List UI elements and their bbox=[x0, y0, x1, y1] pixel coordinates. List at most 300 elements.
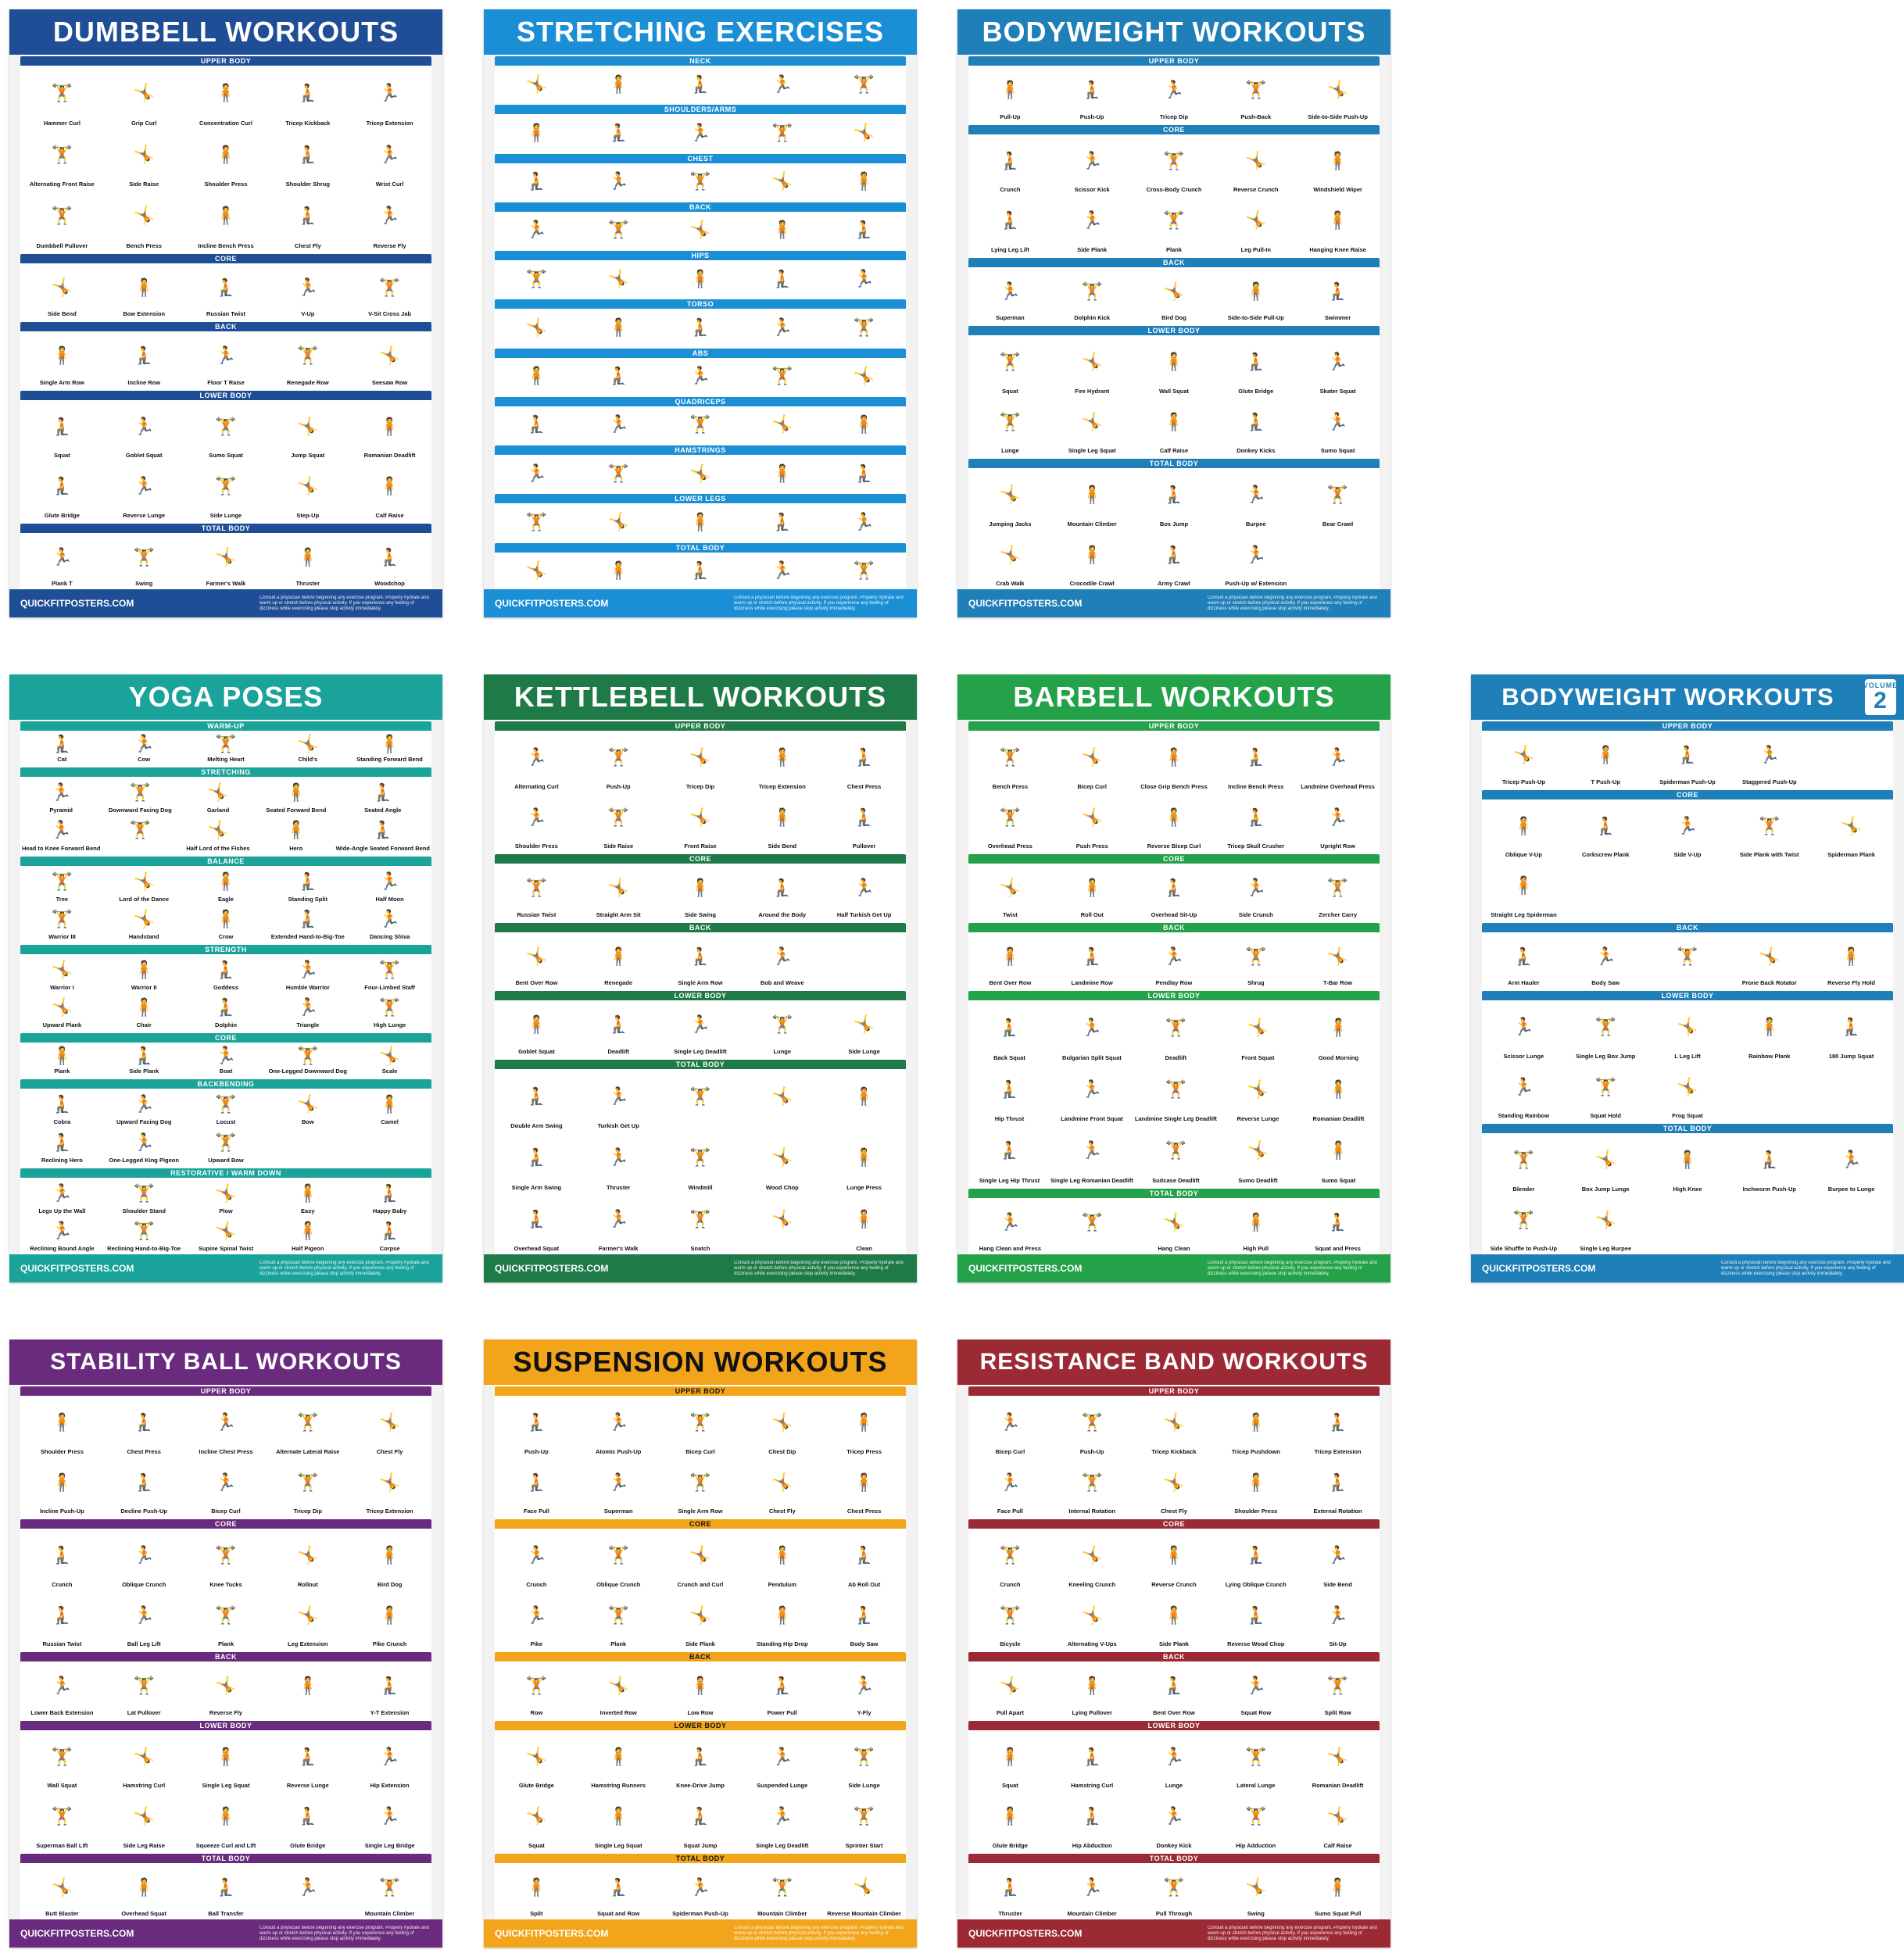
exercise-figure-icon: 🏃 bbox=[1245, 485, 1267, 505]
exercise-label: Hamstring Runners bbox=[591, 1782, 646, 1789]
exercise-figure-icon: 🏋 bbox=[689, 1412, 711, 1433]
exercise-figure-icon: 🤸 bbox=[771, 171, 793, 191]
exercise-label: Single Arm Swing bbox=[511, 1183, 562, 1191]
exercise-grid bbox=[495, 260, 906, 295]
exercise-grid bbox=[20, 331, 431, 387]
workout-section bbox=[968, 1854, 1380, 1919]
exercise-figure-icon: 🏃 bbox=[1081, 210, 1103, 231]
exercise-figure-icon: 🤸 bbox=[525, 1746, 548, 1766]
exercise-card bbox=[824, 1458, 904, 1516]
exercise-figure-icon: 🧎 bbox=[378, 1676, 401, 1696]
exercise-card bbox=[1215, 397, 1296, 456]
exercise-label: Pull-Up bbox=[1000, 113, 1021, 120]
exercise-card bbox=[1297, 865, 1378, 919]
exercise-card bbox=[22, 402, 102, 460]
exercise-card bbox=[660, 67, 741, 101]
exercise-card bbox=[970, 1791, 1050, 1850]
exercise-card bbox=[742, 67, 822, 101]
exercise-card bbox=[267, 129, 348, 189]
exercise-card bbox=[104, 1530, 184, 1589]
exercise-figure-icon: 🤸 bbox=[51, 959, 73, 979]
exercise-card bbox=[186, 190, 267, 250]
exercise-card bbox=[186, 1090, 267, 1126]
exercise-label: Front Raise bbox=[684, 842, 717, 850]
exercise-card bbox=[578, 1193, 659, 1254]
exercise-label: Squat and Press bbox=[1315, 1245, 1361, 1252]
poster bbox=[9, 9, 442, 617]
exercise-grid bbox=[20, 777, 431, 852]
exercise-card bbox=[578, 934, 659, 988]
exercise-card bbox=[496, 1193, 577, 1254]
exercise-card bbox=[186, 732, 267, 764]
volume-number: 2 bbox=[1874, 687, 1888, 714]
exercise-card bbox=[104, 867, 184, 903]
exercise-label: Camel bbox=[381, 1118, 399, 1126]
exercise-card bbox=[186, 867, 267, 903]
exercise-card bbox=[104, 1732, 184, 1790]
exercise-card bbox=[1648, 1135, 1728, 1193]
exercise-card bbox=[578, 359, 659, 393]
exercise-label: Lunge Press bbox=[846, 1183, 882, 1191]
exercise-figure-icon: 🤸 bbox=[853, 122, 875, 142]
exercise-card bbox=[186, 1663, 267, 1717]
exercise-figure-icon: 🏋 bbox=[215, 734, 237, 754]
exercise-card bbox=[660, 792, 741, 851]
section-title: UPPER BODY bbox=[495, 721, 906, 731]
exercise-figure-icon: 🏃 bbox=[607, 414, 629, 435]
exercise-figure-icon: 🏋 bbox=[133, 546, 155, 567]
exercise-figure-icon: 🏋 bbox=[853, 1806, 875, 1826]
exercise-label: Y-Fly bbox=[857, 1708, 871, 1716]
workout-section bbox=[495, 543, 906, 588]
exercise-card bbox=[660, 359, 741, 393]
exercise-figure-icon: 🤸 bbox=[133, 144, 155, 164]
exercise-label: Four-Limbed Staff bbox=[364, 983, 415, 991]
exercise-card bbox=[660, 1791, 741, 1850]
section-title: CORE bbox=[20, 1519, 431, 1529]
exercise-figure-icon: 🧎 bbox=[853, 463, 875, 483]
exercise-figure-icon: 🤸 bbox=[207, 820, 229, 840]
workout-section bbox=[968, 459, 1380, 588]
exercise-label: L Leg Lift bbox=[1674, 1052, 1701, 1060]
exercise-figure-icon: 🧍 bbox=[607, 560, 629, 581]
exercise-label: Bulgarian Split Squat bbox=[1062, 1053, 1122, 1061]
poster-title-text: STABILITY BALL WORKOUTS bbox=[50, 1349, 402, 1375]
workout-section bbox=[968, 854, 1380, 919]
exercise-label: Body Saw bbox=[1591, 979, 1620, 986]
footer-website: QUICKFITPOSTERS.COM bbox=[20, 1928, 134, 1939]
exercise-figure-icon: 🧍 bbox=[1163, 747, 1185, 767]
exercise-card bbox=[1483, 1062, 1564, 1121]
exercise-card bbox=[1135, 1064, 1217, 1124]
exercise-card bbox=[1050, 1125, 1133, 1185]
exercise-card bbox=[970, 1125, 1049, 1185]
exercise-label: Scale bbox=[381, 1068, 398, 1075]
exercise-figure-icon: 🧎 bbox=[215, 1876, 237, 1897]
exercise-figure-icon: 🧍 bbox=[215, 1806, 237, 1826]
exercise-figure-icon: 🧎 bbox=[1081, 1806, 1103, 1826]
exercise-card bbox=[349, 402, 430, 460]
exercise-card bbox=[1297, 1590, 1378, 1649]
exercise-label: Alternating Front Raise bbox=[29, 181, 95, 188]
exercise-grid bbox=[495, 503, 906, 538]
exercise-grid bbox=[495, 406, 906, 442]
workout-section bbox=[495, 1060, 906, 1254]
exercise-card bbox=[496, 865, 577, 919]
exercise-figure-icon: 🧎 bbox=[51, 476, 73, 496]
exercise-figure-icon: 🧍 bbox=[1163, 1545, 1185, 1565]
exercise-card bbox=[1215, 1865, 1296, 1919]
exercise-label: V-Up bbox=[301, 310, 315, 317]
exercise-card bbox=[824, 1732, 904, 1790]
exercise-label: Tricep Pushdown bbox=[1231, 1447, 1280, 1455]
exercise-label: Side Plank bbox=[1077, 245, 1108, 253]
exercise-figure-icon: 🧍 bbox=[1081, 485, 1103, 505]
exercise-label: Deadlift bbox=[607, 1047, 629, 1055]
exercise-label: Lat Pullover bbox=[127, 1708, 161, 1716]
exercise-card bbox=[102, 778, 178, 814]
exercise-figure-icon: 🧎 bbox=[1081, 946, 1103, 966]
exercise-card bbox=[267, 1865, 348, 1919]
section-title: CHEST bbox=[495, 154, 906, 163]
exercise-figure-icon: 🏃 bbox=[1081, 150, 1103, 170]
exercise-card bbox=[496, 1002, 577, 1056]
exercise-label: Hamstring Curl bbox=[1071, 1782, 1114, 1789]
exercise-label: Knee Tucks bbox=[209, 1580, 242, 1588]
exercise-label: Reverse Fly bbox=[373, 241, 406, 249]
exercise-label: Bench Press bbox=[126, 241, 162, 249]
exercise-card bbox=[1297, 1732, 1378, 1790]
exercise-figure-icon: 🏋 bbox=[297, 1412, 319, 1433]
exercise-figure-icon: 🤸 bbox=[133, 908, 155, 928]
exercise-label: Reverse Crunch bbox=[1233, 186, 1279, 193]
exercise-card bbox=[267, 993, 348, 1029]
exercise-label: Cross-Body Crunch bbox=[1146, 186, 1202, 193]
exercise-card bbox=[578, 1458, 659, 1516]
exercise-card bbox=[267, 1530, 348, 1589]
exercise-card bbox=[1297, 1530, 1378, 1589]
exercise-figure-icon: 🧍 bbox=[215, 871, 237, 891]
exercise-label: Turkish Get Up bbox=[597, 1122, 639, 1129]
exercise-figure-icon: 🤸 bbox=[771, 1412, 793, 1433]
exercise-label: Hip Adduction bbox=[1236, 1841, 1276, 1849]
exercise-card bbox=[496, 732, 577, 791]
exercise-figure-icon: 🧎 bbox=[1677, 745, 1698, 765]
exercise-figure-icon: 🏋 bbox=[129, 782, 151, 803]
exercise-figure-icon: 🏃 bbox=[607, 1086, 629, 1106]
exercise-figure-icon: 🧎 bbox=[1326, 1472, 1349, 1492]
exercise-card bbox=[578, 1590, 659, 1649]
exercise-label: Upward Facing Dog bbox=[116, 1118, 172, 1126]
exercise-label: Hip Abduction bbox=[1072, 1841, 1112, 1849]
exercise-card bbox=[660, 1590, 741, 1649]
exercise-card bbox=[22, 1090, 102, 1126]
exercise-label: Chest Press bbox=[846, 782, 882, 790]
section-title: WARM-UP bbox=[20, 721, 431, 731]
exercise-figure-icon: 🤸 bbox=[1081, 352, 1103, 372]
exercise-figure-icon: 🏋 bbox=[1245, 80, 1267, 100]
exercise-label: Eagle bbox=[217, 895, 234, 903]
exercise-grid bbox=[495, 66, 906, 101]
workout-section bbox=[968, 1721, 1380, 1850]
exercise-card bbox=[1297, 1663, 1378, 1717]
exercise-card bbox=[1215, 67, 1296, 121]
exercise-label: Crunch and Curl bbox=[677, 1580, 724, 1588]
exercise-card bbox=[349, 1732, 430, 1790]
exercise-label: Upward Bow bbox=[208, 1156, 244, 1164]
exercise-card bbox=[742, 1397, 822, 1456]
exercise-figure-icon: 🏋 bbox=[133, 1676, 155, 1696]
section-title: LOWER BODY bbox=[968, 1721, 1380, 1730]
exercise-card bbox=[22, 1397, 102, 1456]
exercise-figure-icon: 🧍 bbox=[1245, 1211, 1267, 1232]
exercise-card bbox=[186, 1791, 267, 1850]
exercise-label: Tricep Push-Up bbox=[1501, 778, 1545, 785]
exercise-figure-icon: 🏃 bbox=[1081, 1018, 1103, 1038]
exercise-grid bbox=[495, 1863, 906, 1919]
workout-section bbox=[495, 1721, 906, 1850]
exercise-figure-icon: 🏋 bbox=[215, 416, 237, 436]
exercise-card bbox=[267, 867, 348, 903]
exercise-label: Glute Bridge bbox=[1238, 387, 1274, 395]
exercise-label: Tricep Kickback bbox=[1151, 1447, 1197, 1455]
exercise-label: Hero bbox=[289, 844, 303, 852]
exercise-card bbox=[660, 1002, 741, 1056]
exercise-figure-icon: 🤸 bbox=[1163, 1472, 1185, 1492]
volume-badge bbox=[1863, 679, 1899, 715]
exercise-figure-icon: 🏃 bbox=[378, 1806, 401, 1826]
exercise-figure-icon: 🧍 bbox=[215, 206, 237, 226]
exercise-figure-icon: 🤸 bbox=[215, 1220, 237, 1240]
exercise-card bbox=[1215, 530, 1296, 588]
exercise-figure-icon: 🏃 bbox=[607, 1208, 629, 1229]
poster-title bbox=[957, 1340, 1390, 1385]
exercise-card bbox=[1297, 269, 1378, 323]
exercise-label: Rainbow Plank bbox=[1748, 1052, 1791, 1060]
exercise-card bbox=[1483, 860, 1564, 919]
exercise-card bbox=[1811, 934, 1891, 988]
exercise-figure-icon: 🧍 bbox=[285, 820, 307, 840]
exercise-card bbox=[267, 1090, 348, 1126]
exercise-label: Calf Raise bbox=[1159, 447, 1189, 454]
exercise-label: Pendulum bbox=[768, 1580, 796, 1588]
exercise-figure-icon: 🧍 bbox=[1759, 1017, 1781, 1037]
exercise-card bbox=[22, 816, 100, 852]
exercise-figure-icon: 🏋 bbox=[51, 1806, 73, 1826]
exercise-figure-icon: 🧎 bbox=[525, 1208, 548, 1229]
exercise-card bbox=[496, 1590, 577, 1649]
exercise-figure-icon: 🧍 bbox=[51, 345, 73, 366]
exercise-label: Incline Push-Up bbox=[40, 1508, 84, 1515]
exercise-label: Sprinter Start bbox=[845, 1841, 883, 1849]
exercise-card bbox=[970, 934, 1050, 988]
exercise-figure-icon: 🤸 bbox=[689, 1604, 711, 1625]
exercise-figure-icon: 🧎 bbox=[51, 1094, 73, 1114]
exercise-label: Swing bbox=[135, 580, 153, 587]
exercise-label: Deadlift bbox=[1165, 1053, 1187, 1061]
exercise-figure-icon: 🧍 bbox=[999, 946, 1022, 966]
exercise-label: Squat bbox=[1001, 1782, 1018, 1789]
exercise-card bbox=[970, 1200, 1050, 1254]
exercise-figure-icon: 🧍 bbox=[215, 144, 237, 164]
exercise-figure-icon: 🤸 bbox=[1840, 815, 1863, 835]
exercise-card bbox=[742, 1732, 822, 1790]
exercise-card bbox=[22, 1791, 102, 1850]
exercise-card bbox=[186, 905, 267, 941]
exercise-figure-icon: 🏋 bbox=[525, 512, 548, 532]
exercise-label: Bicycle bbox=[1000, 1640, 1021, 1647]
exercise-grid bbox=[968, 134, 1380, 254]
workout-section bbox=[495, 202, 906, 247]
exercise-figure-icon: 🏃 bbox=[133, 1132, 155, 1152]
exercise-card bbox=[1052, 1590, 1133, 1649]
exercise-label: Twist bbox=[1003, 910, 1018, 918]
exercise-label: Prone Back Rotator bbox=[1741, 979, 1797, 986]
exercise-figure-icon: 🧍 bbox=[215, 1746, 237, 1766]
exercise-label: Tricep Dip bbox=[1159, 113, 1189, 120]
section-title: TOTAL BODY bbox=[495, 1060, 906, 1069]
exercise-label: Glute Bridge bbox=[518, 1782, 554, 1789]
exercise-card bbox=[349, 993, 430, 1029]
poster-footer bbox=[957, 1919, 1390, 1948]
exercise-label: Easy bbox=[301, 1207, 315, 1214]
exercise-label: Squat bbox=[528, 1841, 545, 1849]
workout-section bbox=[20, 721, 431, 764]
exercise-label: V-Sit Cross Jab bbox=[368, 310, 412, 317]
exercise-label: Ball Transfer bbox=[208, 1910, 244, 1917]
exercise-card bbox=[742, 262, 822, 295]
exercise-figure-icon: 🤸 bbox=[207, 782, 229, 803]
exercise-card bbox=[824, 165, 904, 199]
exercise-figure-icon: 🧍 bbox=[1245, 1472, 1267, 1492]
exercise-card bbox=[1135, 1002, 1217, 1062]
exercise-figure-icon: 🤸 bbox=[771, 1147, 793, 1168]
exercise-figure-icon: 🧎 bbox=[1759, 1150, 1781, 1170]
exercise-figure-icon: 🧎 bbox=[525, 414, 548, 435]
exercise-figure-icon: 🧎 bbox=[51, 416, 73, 436]
exercise-card bbox=[1297, 792, 1378, 851]
exercise-grid bbox=[968, 1661, 1380, 1717]
exercise-grid bbox=[968, 731, 1380, 850]
exercise-figure-icon: 🏋 bbox=[297, 1046, 319, 1066]
exercise-label: Standing Forward Bend bbox=[356, 756, 423, 764]
exercise-figure-icon: 🏃 bbox=[853, 512, 875, 532]
exercise-figure-icon: 🧍 bbox=[853, 1086, 875, 1106]
poster-title bbox=[484, 9, 917, 55]
exercise-card bbox=[22, 993, 102, 1029]
exercise-label: Swimmer bbox=[1324, 314, 1351, 321]
exercise-figure-icon: 🏃 bbox=[689, 1876, 711, 1897]
exercise-card bbox=[970, 1865, 1050, 1919]
exercise-figure-icon: 🤸 bbox=[999, 485, 1022, 505]
exercise-label: Handstand bbox=[128, 932, 159, 940]
exercise-label: Pike bbox=[530, 1640, 543, 1647]
exercise-figure-icon: 🤸 bbox=[999, 878, 1022, 898]
exercise-figure-icon: 🤸 bbox=[771, 1472, 793, 1492]
exercise-figure-icon: 🏋 bbox=[1081, 1211, 1103, 1232]
exercise-figure-icon: 🏃 bbox=[51, 1676, 73, 1696]
exercise-figure-icon: 🧎 bbox=[297, 908, 319, 928]
exercise-figure-icon: 🏃 bbox=[51, 546, 73, 567]
exercise-card bbox=[267, 1217, 348, 1253]
exercise-label: Head to Knee Forward Bend bbox=[22, 844, 101, 852]
exercise-figure-icon: 🤸 bbox=[1326, 1746, 1349, 1766]
exercise-figure-icon: 🏃 bbox=[50, 820, 72, 840]
exercise-label: Side V-Up bbox=[1673, 851, 1702, 858]
poster-body bbox=[968, 1385, 1380, 1919]
exercise-label: Squat Hold bbox=[1590, 1112, 1621, 1119]
workout-section bbox=[495, 299, 906, 344]
exercise-label: Humble Warrior bbox=[285, 983, 330, 991]
exercise-figure-icon: 🏋 bbox=[215, 1604, 237, 1625]
exercise-figure-icon: 🧎 bbox=[1245, 352, 1267, 372]
section-title: CORE bbox=[495, 1519, 906, 1529]
exercise-grid bbox=[968, 267, 1380, 323]
exercise-figure-icon: 🤸 bbox=[378, 1472, 401, 1492]
exercise-figure-icon: 🤸 bbox=[1081, 747, 1103, 767]
exercise-figure-icon: 🏋 bbox=[1165, 1078, 1187, 1099]
exercise-figure-icon: 🏃 bbox=[607, 1147, 629, 1168]
exercise-figure-icon: 🧎 bbox=[297, 1806, 319, 1826]
exercise-card bbox=[1052, 1732, 1133, 1790]
exercise-label: Body Saw bbox=[850, 1640, 879, 1647]
exercise-card bbox=[1648, 934, 1728, 988]
exercise-card bbox=[824, 1397, 904, 1456]
exercise-card bbox=[970, 792, 1050, 851]
exercise-label: Wood Chop bbox=[765, 1183, 799, 1191]
exercise-card bbox=[180, 778, 256, 814]
exercise-card bbox=[1134, 1530, 1215, 1589]
exercise-label: Push-Back bbox=[1240, 113, 1272, 120]
exercise-figure-icon: 🧎 bbox=[297, 206, 319, 226]
exercise-card bbox=[970, 1663, 1050, 1717]
exercise-label: Tricep Skull Crusher bbox=[1227, 842, 1285, 850]
exercise-card bbox=[824, 1865, 904, 1919]
exercise-figure-icon: 🏋 bbox=[378, 1876, 401, 1897]
exercise-figure-icon: 🏃 bbox=[51, 1220, 73, 1240]
exercise-label: Landmine Row bbox=[1071, 979, 1113, 986]
exercise-label: Double Arm Swing bbox=[510, 1122, 563, 1129]
exercise-figure-icon: 🏃 bbox=[689, 122, 711, 142]
exercise-figure-icon: 🏃 bbox=[1326, 411, 1349, 431]
exercise-figure-icon: 🏋 bbox=[215, 1094, 237, 1114]
exercise-card bbox=[742, 456, 822, 490]
exercise-card bbox=[824, 732, 904, 791]
exercise-card bbox=[1215, 1530, 1296, 1589]
exercise-figure-icon: 🧍 bbox=[51, 1046, 73, 1066]
exercise-figure-icon: 🏃 bbox=[133, 734, 155, 754]
section-title: BACK bbox=[968, 1652, 1380, 1661]
footer-website: QUICKFITPOSTERS.COM bbox=[968, 598, 1083, 609]
exercise-grid bbox=[968, 1198, 1380, 1254]
exercise-grid bbox=[20, 731, 431, 764]
poster-footer bbox=[1471, 1254, 1904, 1282]
exercise-figure-icon: 🧍 bbox=[853, 414, 875, 435]
exercise-card bbox=[22, 535, 102, 588]
exercise-label: Side Plank bbox=[685, 1640, 715, 1647]
exercise-card bbox=[578, 1002, 659, 1056]
exercise-figure-icon: 🏋 bbox=[1081, 281, 1103, 301]
exercise-card bbox=[104, 1044, 184, 1075]
exercise-label: Warrior I bbox=[50, 983, 74, 991]
poster-body bbox=[968, 55, 1380, 589]
exercise-card bbox=[1215, 1200, 1296, 1254]
exercise-grid bbox=[1482, 1000, 1893, 1120]
section-title: UPPER BODY bbox=[495, 1386, 906, 1396]
exercise-label: Farmer's Walk bbox=[206, 580, 246, 587]
exercise-label: Warrior II bbox=[131, 983, 157, 991]
exercise-card bbox=[104, 905, 184, 941]
